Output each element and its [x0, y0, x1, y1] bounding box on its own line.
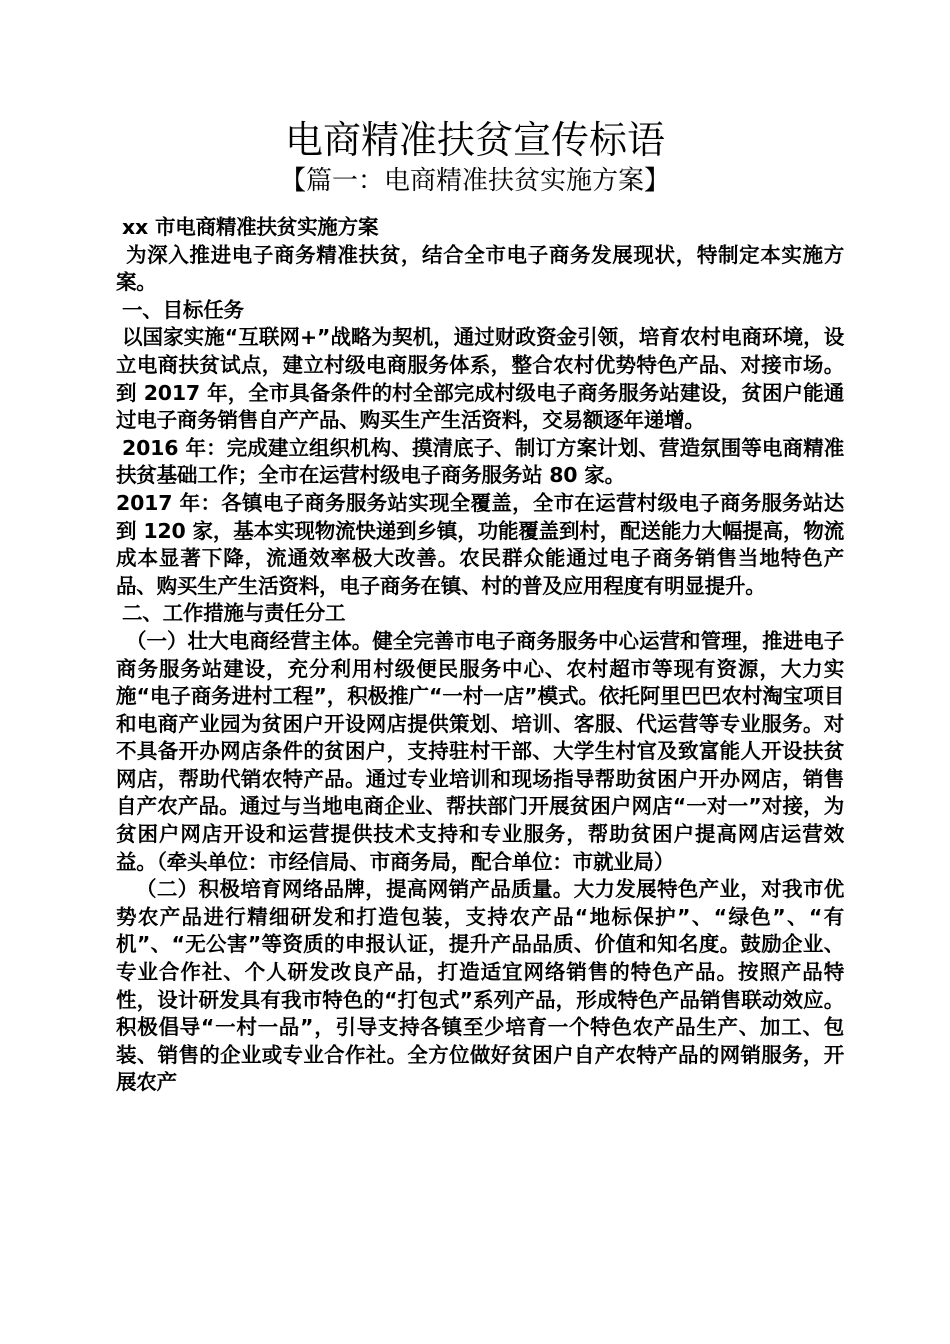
section-heading-goals: 一、目标任务	[122, 297, 244, 322]
document-body	[116, 214, 844, 1097]
section-heading-measures: 二、工作措施与责任分工	[122, 601, 346, 626]
goals-2016-paragraph: 2016 年：完成建立组织机构、摸清底子、制订方案计划、营造氛围等电商精准扶贫基础工作；全市在运营村级电子商务服务站 80 家。	[116, 435, 844, 488]
intro-paragraph: 为深入推进电子商务精准扶贫，结合全市电子商务发展现状，特制定本实施方案。	[116, 242, 844, 295]
goals-paragraph: 以国家实施“互联网+”战略为契机，通过财政资金引领，培育农村电商环境，设立电商扶贫试点，建立村级电商服务体系，整合农村优势特色产品、对接市场。到 2017 年，全市具备条件的村全部完成村级电子商务服务站建设，贫困户能通过电子商务销售自产产品、购买生产生活资料，交易额逐年递增。	[116, 325, 844, 433]
goals-2017-paragraph: 2017 年：各镇电子商务服务站实现全覆盖，全市在运营村级电子商务服务站达到 120 家，基本实现物流快递到乡镇，功能覆盖到村，配送能力大幅提高，物流成本显著下降，流通效率极大改善。农民群众能通过电子商务销售当地特色产品、购买生产生活资料，电子商务在镇、村的普及应用程度有明显提升。	[116, 490, 844, 598]
document-subtitle: 【篇一：电商精准扶贫实施方案】	[279, 166, 670, 196]
measure-1-paragraph: （一）壮大电商经营主体。健全完善市电子商务服务中心运营和管理，推进电子商务服务站建设，充分利用村级便民服务中心、农村超市等现有资源，大力实施“电子商务进村工程”，积极推广“一村一店”模式。依托阿里巴巴农村淘宝项目和电商产业园为贫困户开设网店提供策划、培训、客服、代运营等专业服务。对不具备开办网店条件的贫困户，支持驻村干部、大学生村官及致富能人开设扶贫网店，帮助代销农特产品。通过专业培训和现场指导帮助贫困户开办网店，销售自产农产品。通过与当地电商企业、帮扶部门开展贫困户网店“一对一”对接，为贫困户网店开设和运营提供技术支持和专业服务，帮助贫困户提高网店运营效益。（牵头单位：市经信局、市商务局，配合单位：市就业局）	[116, 628, 844, 874]
plan-heading: xx 市电商精准扶贫实施方案	[122, 215, 379, 239]
document-title: 电商精准扶贫宣传标语	[284, 118, 665, 162]
measure-2-paragraph: （二）积极培育网络品牌，提高网销产品质量。大力发展特色产业，对我市优势农产品进行精细研发和打造包装，支持农产品“地标保护”、“绿色”、“有机”、“无公害”等资质的申报认证，提升产品品质、价值和知名度。鼓励企业、专业合作社、个人研发改良产品，打造适宜网络销售的特色产品。按照产品特性，设计研发具有我市特色的“打包式”系列产品，形成特色产品销售联动效应。积极倡导“一村一品”，引导支持各镇至少培育一个特色农产品生产、加工、包装、销售的企业或专业合作社。全方位做好贫困户自产农特产品的网销服务，开展农产	[116, 877, 844, 1095]
